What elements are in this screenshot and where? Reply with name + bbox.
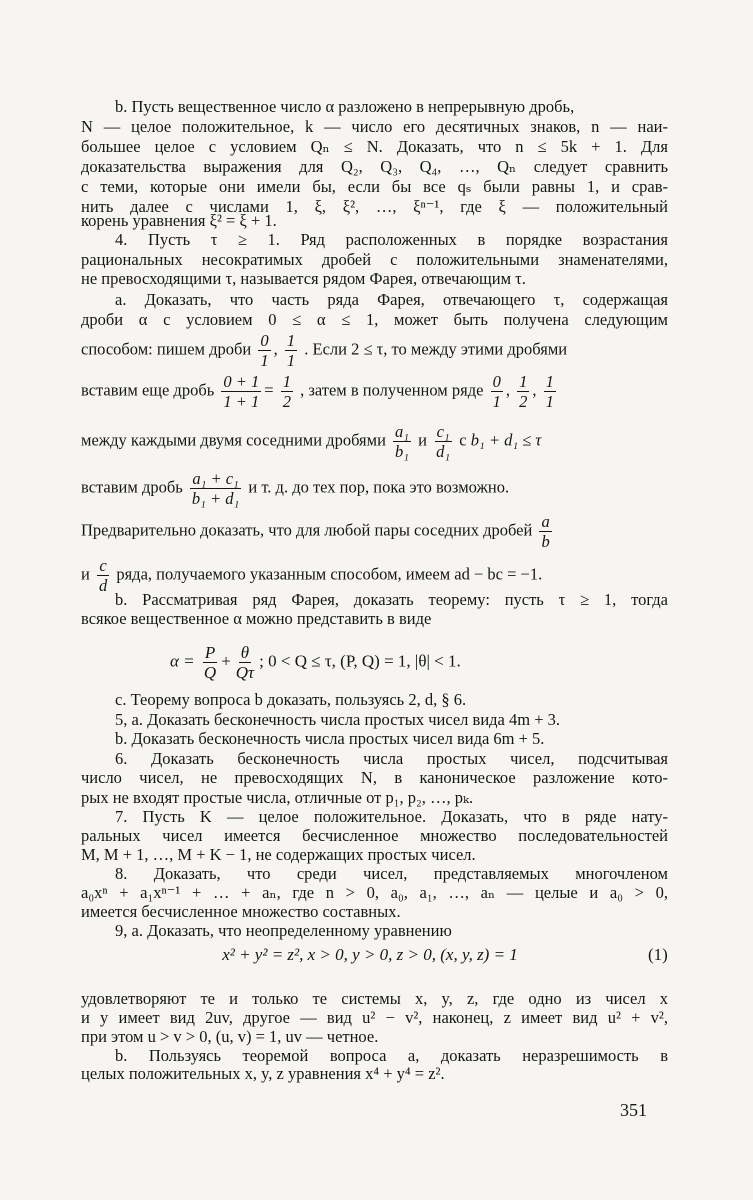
text-line-fractions [81,422,668,461]
denominator: 2 [519,392,528,411]
fraction [491,372,503,411]
numerator: 0 [492,372,501,391]
numerator: a₁ [395,422,410,441]
fraction [544,372,556,411]
text-span: вставим еще дробь [81,380,215,400]
denominator: 1 [260,351,269,370]
text-span: α = [170,651,195,671]
fraction [234,643,256,682]
numerator: a [541,512,550,531]
text-line: b. Доказать бесконечность числа простых чисел вида 6m + 5. [115,729,545,748]
text-line: удовлетворяют те и только те системы x, y, z, где одно из чисел x [81,989,668,1008]
numerator: θ [240,643,250,662]
numerator: 1 [519,372,528,391]
denominator: 1 + 1 [223,392,260,411]
text-line: рых не входят простые числа, отличные от p₁, p₂, …, pₖ. [81,788,474,807]
fraction [434,422,452,461]
text-span: + [221,651,231,671]
text-line: всякое вещественное α можно представить в виде [81,609,432,628]
denominator: b₁ + d₁ [191,489,240,508]
fraction [285,331,297,370]
text-line: с теми, которые они имели бы, если бы все qₛ были равны 1, и срав- [81,177,668,196]
text-line-fractions [81,469,668,508]
denominator: 2 [282,392,291,411]
text-line-fractions: способом: пишем дроби $\frac{0}{1}$ , $\frac{1}{1}$ . Если 2 ≤ τ, то между этими дробями [81,331,568,370]
text-line: ральных чисел имеется бесчисленное множество последовательностей [81,826,668,845]
equation-farey [170,643,620,682]
text-span: ; 0 < Q ≤ τ, (P, Q) = 1, |θ| < 1. [259,651,461,671]
numerator: 0 + 1 [223,372,260,391]
denominator: b [541,532,550,551]
denominator: Qτ [235,663,255,682]
denominator: 1 [286,351,296,370]
text-line: 9, a. Доказать, что неопределенному уравнению [115,921,452,940]
fraction [190,469,241,508]
denominator: 1 [545,392,554,411]
text-line: корень уравнения ξ² = ξ + 1. [81,211,277,230]
text-line: b. Пусть вещественное число α разложено в непрерывную дробь, [115,97,575,116]
text-line: дроби α с условием 0 ≤ α ≤ 1, может быть получена следующим [81,310,668,329]
denominator: 1 [492,392,501,411]
text-line: целых положительных x, y, z уравнения x⁴ + y⁴ = z². [81,1064,445,1083]
fraction [258,331,270,370]
text-span: , затем в полученном ряде [300,380,484,400]
text-span: и [81,564,90,584]
equation-pythagorean: x² + y² = z², x > 0, y > 0, z > 0, (x, y, z) = 1 [222,945,518,964]
numerator: P [204,643,216,662]
text-span: ряда, получаемого указанным способом, имеем ad − bc = −1. [116,564,543,584]
text-span: Предварительно доказать, что для любой пары соседних дробей [81,520,533,540]
text-line-fractions [81,512,668,551]
text-line: a. Доказать, что часть ряда Фарея, отвечающего τ, содержащая [115,290,668,309]
text-span: и т. д. до тех пор, пока это возможно. [248,477,510,497]
text-line: M, M + 1, …, M + K − 1, не содержащих простых чисел. [81,845,476,864]
text-line: a₀xⁿ + a₁xⁿ⁻¹ + … + aₙ, где n > 0, a₀, a₁, …, aₙ — целые и a₀ > 0, [81,883,668,902]
text-line: N — целое положительное, k — число его десятичных знаков, n — наи- [81,117,668,136]
text-line: 5, a. Доказать бесконечность числа простых чисел вида 4m + 3. [115,710,561,729]
text-line: при этом u > v > 0, (u, v) = 1, uv — четное. [81,1027,379,1046]
fraction [221,372,261,411]
text-line: b. Пользуясь теоремой вопроса a, доказать неразрешимость в [115,1046,668,1065]
numerator: 0 [260,331,269,350]
text-line-fractions: вставим еще дробь $\frac{0 + 1}{1 + 1}$ = $\frac{1}{2}$ , затем в полученном ряде $\frac{0}{1}$ , $\frac{1}{2}$ , $\frac{1}{1}$ [81,372,554,411]
numerator: a₁ + c₁ [192,469,239,488]
text-line: имеется бесчисленное множество составных. [81,902,401,921]
denominator: Q [203,663,217,682]
denominator: d [98,576,108,595]
numerator: 1 [545,372,554,391]
text-line: доказательства выражения для Q₂, Q₃, Q₄, …, Qₙ следует сравнить [81,157,668,176]
fraction [281,372,293,411]
denominator: b₁ [395,442,410,461]
text-line: нить далее с числами 1, ξ, ξ², …, ξⁿ⁻¹, где ξ — положительный [81,197,668,216]
text-line: не превосходящими τ, называется рядом Фарея, отвечающим τ. [81,269,526,288]
text-line: 8. Доказать, что среди чисел, представляемых многочленом [115,864,668,883]
text-line: c. Теорему вопроса b доказать, пользуясь 2, d, § 6. [115,690,467,709]
text-span: b₁ + d₁ ≤ τ [470,430,542,450]
numerator: c [99,556,107,575]
numerator: 1 [286,331,296,350]
text-span: способом: пишем дроби [81,339,252,359]
text-line: 6. Доказать бесконечность числа простых чисел, подсчитывая [115,749,668,768]
text-span: между каждыми двумя соседними дробями [81,430,386,450]
equation-number: (1) [648,945,668,964]
text-span: вставим дробь [81,477,183,497]
numerator: 1 [282,372,291,391]
text-span: . Если 2 ≤ τ, то между этими дробями [304,339,568,359]
text-line: число чисел, не превосходящих N, в каноническое разложение кото- [81,768,668,787]
text-line: большее целое с условием Qₙ ≤ N. Доказать, что n ≤ 5k + 1. Для [81,137,668,156]
text-line: b. Рассматривая ряд Фарея, доказать теорему: пусть τ ≥ 1, тогда [115,590,668,609]
fraction [202,643,218,682]
numerator: c₁ [436,422,450,441]
text-span: с [459,430,467,450]
fraction [539,512,551,551]
fraction [517,372,529,411]
denominator: d₁ [436,442,451,461]
text-line: 7. Пусть K — целое положительное. Доказать, что в ряде нату- [115,807,668,826]
text-span: и [418,430,428,450]
text-line: и y имеет вид 2uv, другое — вид u² − v², наконец, z имеет вид u² + v², [81,1008,668,1027]
fraction [97,556,109,595]
text-line: рациональных несократимых дробей с положительными знаменателями, [81,250,668,269]
fraction [393,422,411,461]
text-line: 4. Пусть τ ≥ 1. Ряд расположенных в порядке возрастания [115,230,668,249]
page-number: 351 [620,1100,647,1120]
